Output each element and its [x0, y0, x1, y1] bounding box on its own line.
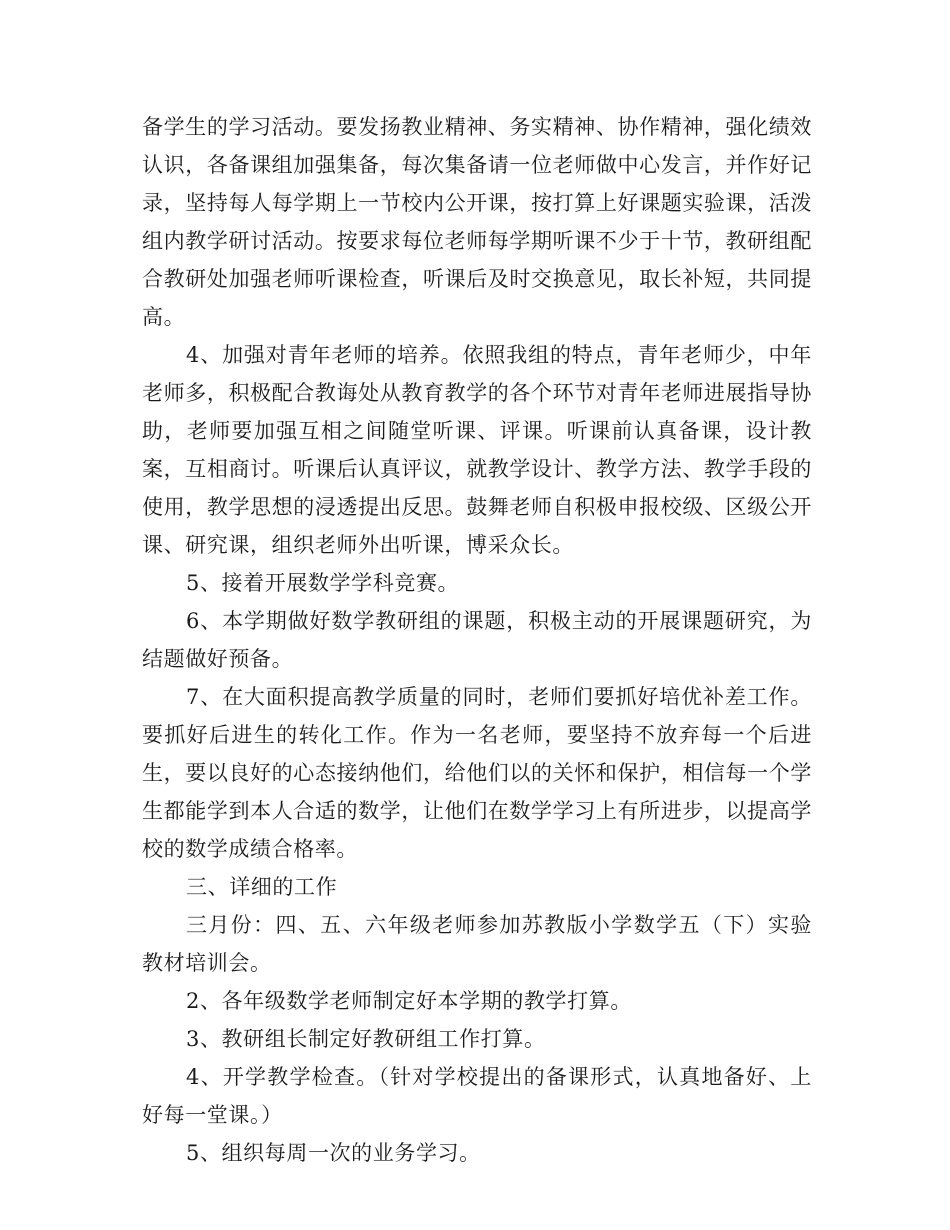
- paragraph-item-4-inspection: 4、开学教学检查。（针对学校提出的备课形式，认真地备好、上好每一堂课。）: [142, 1065, 812, 1127]
- section-heading-detailed-work: 三、详细的工作: [186, 875, 338, 899]
- paragraph-march-training: 三月份：四、五、六年级老师参加苏教版小学数学五（下）实验教材培训会。: [142, 913, 812, 975]
- paragraph-continued-collaboration: 备学生的学习活动。要发扬教业精神、务实精神、协作精神，强化绩效认识，各备课组加强集备，每次集备请一位老师做中心发言，并作好记录，坚持每人每学期上一节校内公开课，按打算上好课题实验课，活泼组内教学研讨活动。按要求每位老师每学期听课不少于十节，教研组配合教研处加强老师听课检查，听课后及时交换意见，取长补短，共同提高。: [142, 115, 812, 329]
- paragraph-item-5-competition: 5、接着开展数学学科竞赛。: [186, 571, 460, 595]
- document-page: [142, 108, 812, 1172]
- paragraph-item-6-research: 6、本学期做好数学教研组的课题，积极主动的开展课题研究，为结题做好预备。: [142, 609, 812, 671]
- paragraph-item-7-quality: 7、在大面积提高教学质量的同时，老师们要抓好培优补差工作。要抓好后进生的转化工作。作为一名老师，要坚持不放弃每一个后进生，要以良好的心态接纳他们，给他们以的关怀和保护，相信每一个学生都能学到本人合适的数学，让他们在数学学习上有所进步，以提高学校的数学成绩合格率。: [142, 685, 812, 861]
- paragraph-item-3-group-plan: 3、教研组长制定好教研组工作打算。: [186, 1027, 546, 1051]
- paragraph-item-2-teaching-plan: 2、各年级数学老师制定好本学期的教学打算。: [186, 989, 632, 1013]
- paragraph-item-4-young-teachers: 4、加强对青年老师的培养。依照我组的特点，青年老师少，中年老师多，积极配合教诲处从教育教学的各个环节对青年老师进展指导协助，老师要加强互相之间随堂听课、评课。听课前认真备课，设计教案，互相商讨。听课后认真评议，就教学设计、教学方法、教学手段的使用，教学思想的浸透提出反思。鼓舞老师自积极申报校级、区级公开课、研究课，组织老师外出听课，博采众长。: [142, 343, 812, 557]
- paragraph-item-5-weekly-study: 5、组织每周一次的业务学习。: [186, 1141, 481, 1165]
